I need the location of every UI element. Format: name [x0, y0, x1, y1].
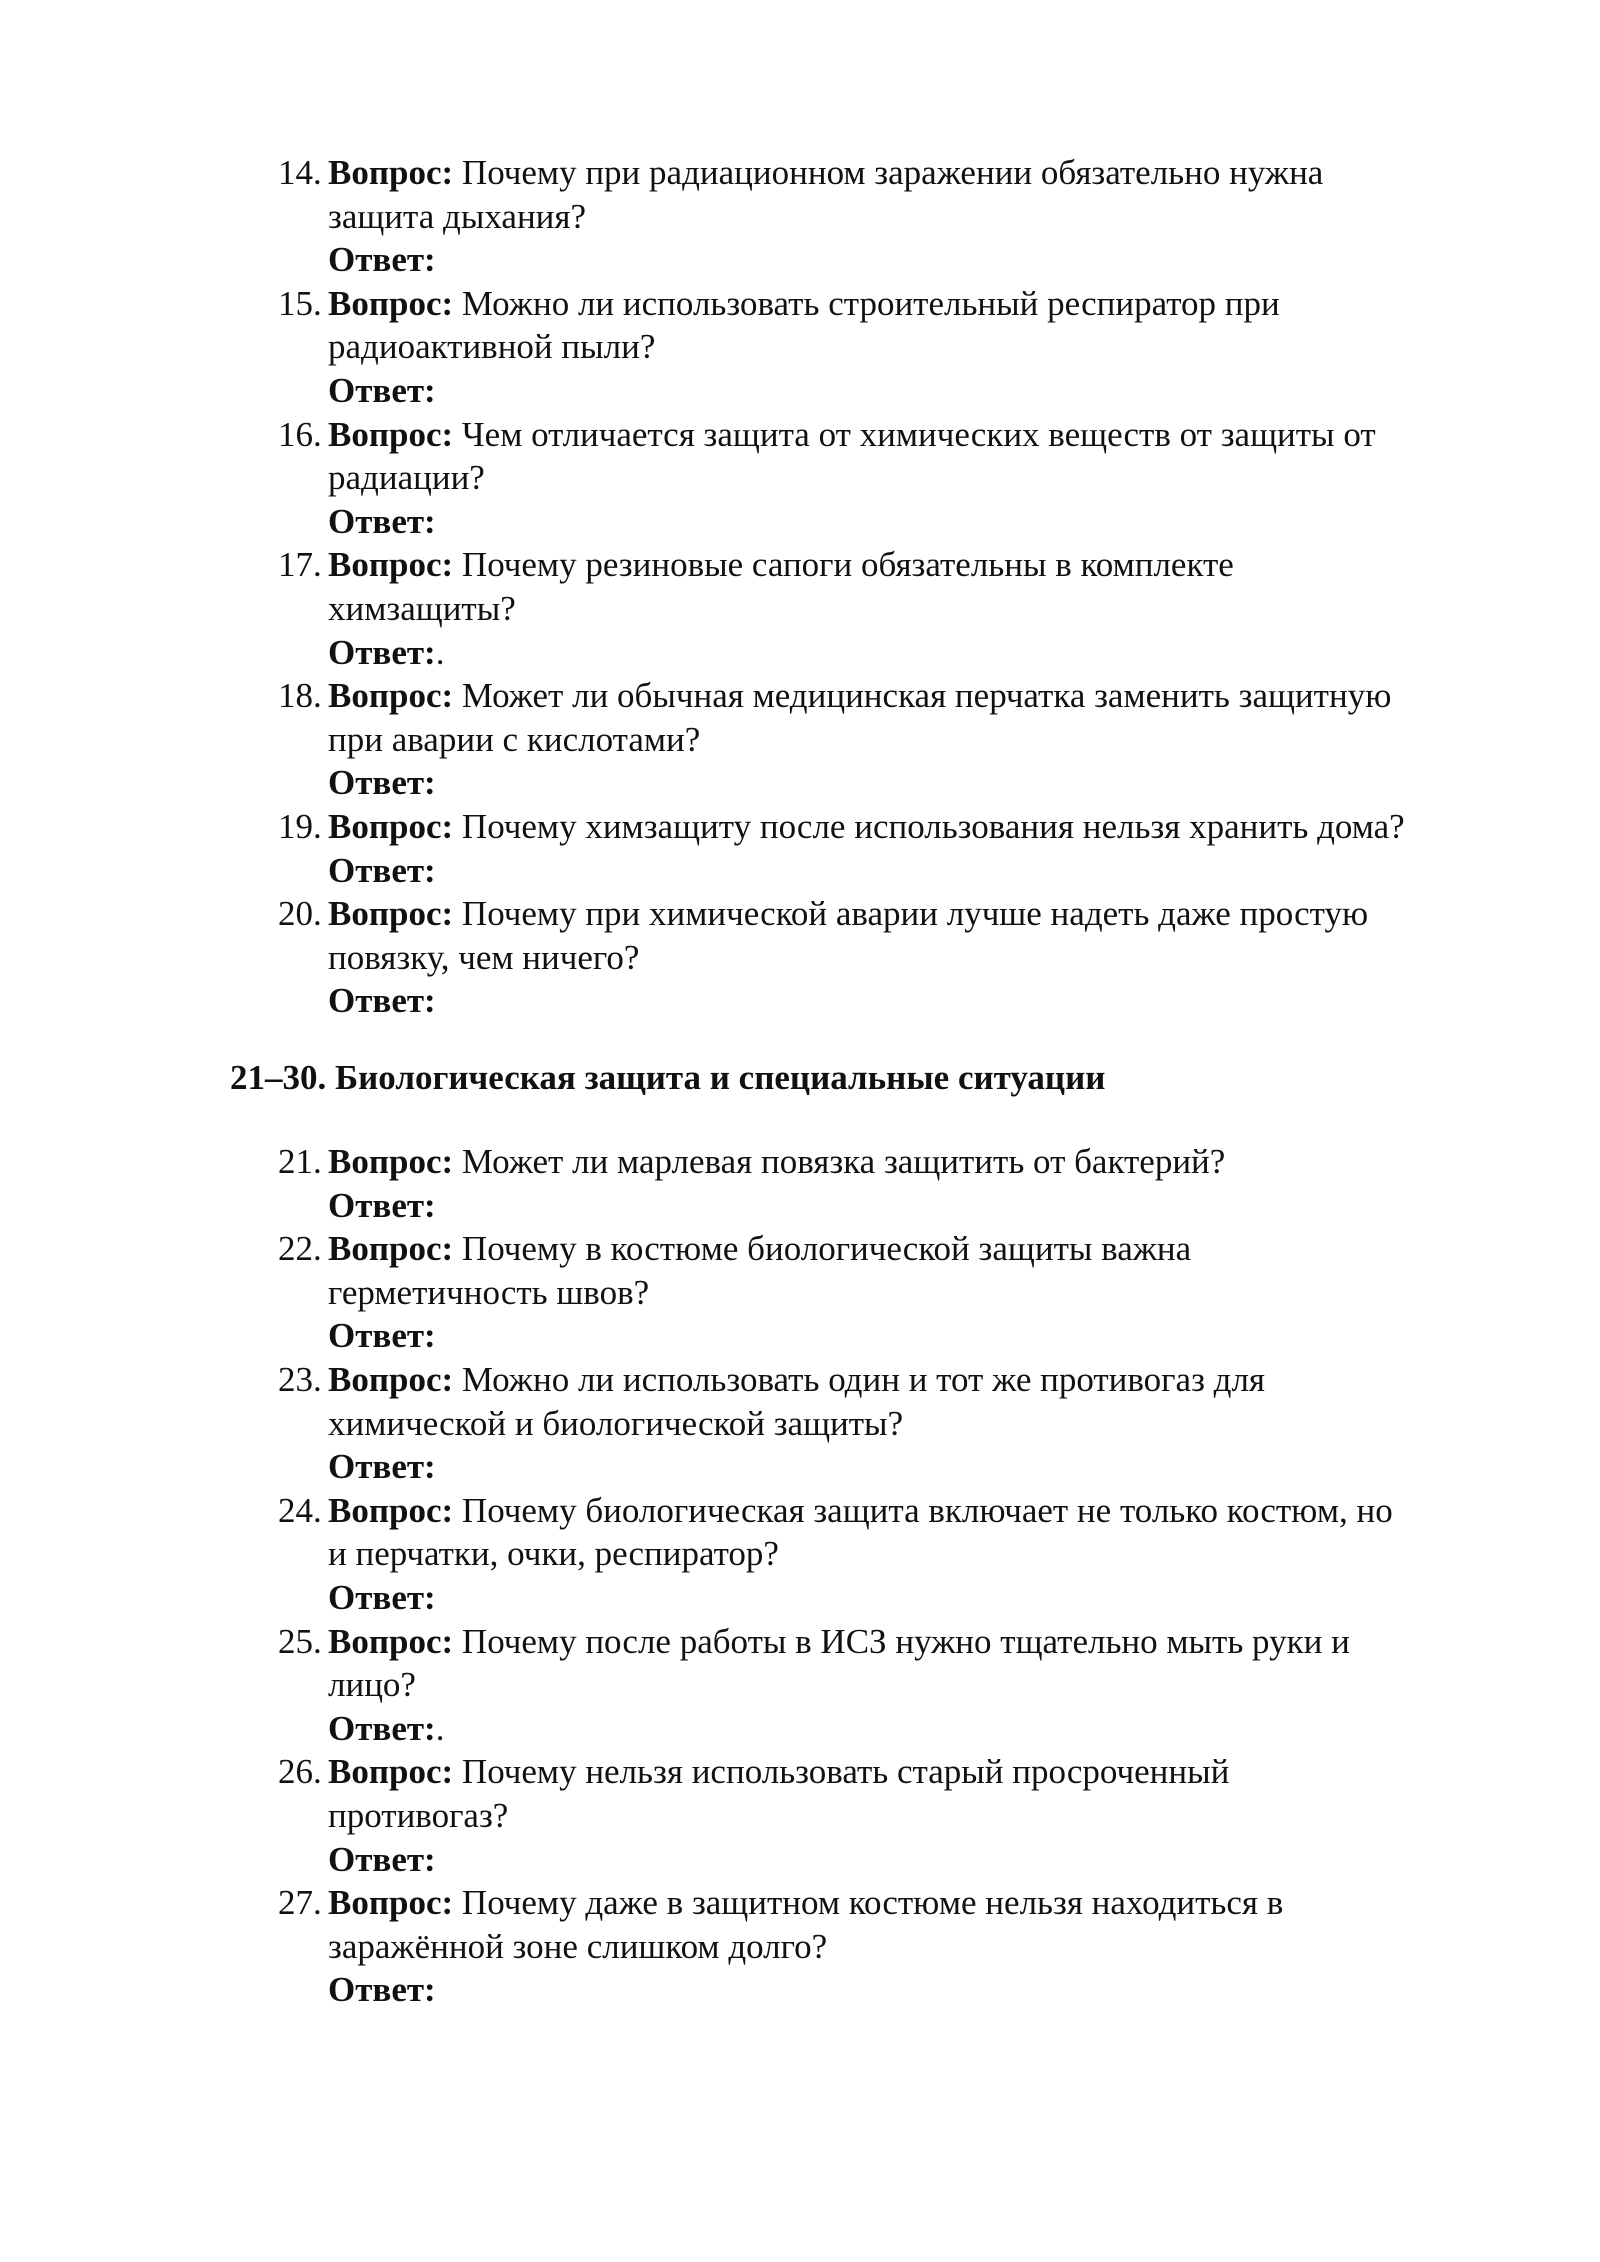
question-line — [328, 1881, 1520, 1925]
question-line — [328, 1140, 1520, 1184]
question-text: Почему после работы в ИСЗ нужно тщательно мыть руки и — [461, 1621, 1350, 1661]
answer-label: Ответ: — [328, 981, 436, 1021]
answer-suffix: . — [435, 632, 445, 672]
answer-line — [328, 631, 1520, 675]
question-item — [230, 151, 1520, 282]
question-text-continued: при аварии с кислотами? — [328, 719, 701, 759]
answer-label: Ответ: — [328, 1316, 436, 1356]
question-number: 24. — [278, 1490, 322, 1530]
answer-line — [328, 761, 1520, 805]
answer-line — [328, 1314, 1520, 1358]
question-text: Может ли марлевая повязка защитить от бактерий? — [461, 1142, 1226, 1181]
answer-label: Ответ: — [328, 1708, 436, 1748]
answer-label: Ответ: — [328, 632, 436, 672]
answer-label: Ответ: — [328, 240, 436, 280]
answer-line — [328, 1968, 1520, 2012]
question-number: 21. — [278, 1142, 322, 1181]
question-line — [328, 413, 1520, 457]
answer-line — [328, 500, 1520, 544]
question-label: Вопрос: — [328, 806, 454, 846]
answer-label: Ответ: — [328, 370, 436, 410]
question-number: 27. — [278, 1883, 322, 1923]
question-line — [328, 1358, 1520, 1402]
question-label: Вопрос: — [328, 1142, 454, 1181]
question-label: Вопрос: — [328, 1883, 454, 1923]
answer-label: Ответ: — [328, 1839, 436, 1879]
question-item — [230, 892, 1520, 1023]
question-text-continued: заражённой зоне слишком долго? — [328, 1926, 828, 1966]
question-text: Можно ли использовать один и тот же противогаз для — [461, 1359, 1266, 1399]
question-text: Может ли обычная медицинская перчатка заменить защитную — [461, 676, 1392, 716]
answer-label: Ответ: — [328, 850, 436, 890]
answer-line — [328, 1184, 1520, 1228]
question-line — [328, 543, 1520, 587]
question-number: 18. — [278, 676, 322, 716]
question-label: Вопрос: — [328, 545, 454, 585]
question-text-continued: повязку, чем ничего? — [328, 937, 640, 977]
question-text-continued: защита дыхания? — [328, 196, 587, 236]
question-text-continued: и перчатки, очки, респиратор? — [328, 1534, 779, 1574]
answer-line — [328, 1445, 1520, 1489]
question-text-continued: химзащиты? — [328, 588, 516, 628]
answer-line — [328, 1707, 1520, 1751]
answer-label: Ответ: — [328, 501, 436, 541]
answer-line — [328, 369, 1520, 413]
question-number: 22. — [278, 1229, 322, 1269]
question-line — [328, 1489, 1520, 1533]
question-text-continued: радиации? — [328, 458, 485, 498]
question-item — [230, 1358, 1520, 1489]
answer-label: Ответ: — [328, 1447, 436, 1487]
question-text: Почему при химической аварии лучше надеть даже простую — [461, 894, 1369, 934]
question-item — [230, 1227, 1520, 1358]
question-item — [230, 805, 1520, 892]
question-item — [230, 413, 1520, 544]
answer-label: Ответ: — [328, 1577, 436, 1617]
question-line — [328, 892, 1520, 936]
question-label: Вопрос: — [328, 153, 454, 192]
question-item — [230, 1620, 1520, 1751]
question-label: Вопрос: — [328, 414, 454, 454]
question-item — [230, 543, 1520, 674]
question-line — [328, 1750, 1520, 1794]
question-number: 19. — [278, 806, 322, 846]
question-label: Вопрос: — [328, 283, 454, 323]
question-line — [328, 1620, 1520, 1664]
question-number: 26. — [278, 1752, 322, 1792]
question-text: Почему нельзя использовать старый просроченный — [461, 1752, 1230, 1792]
section-heading-biological: 21–30. Биологическая защита и специальные ситуации — [230, 1058, 1106, 1097]
answer-suffix: . — [435, 1708, 445, 1748]
question-number: 20. — [278, 894, 322, 934]
question-text-continued: радиоактивной пыли? — [328, 327, 656, 367]
question-text: Почему в костюме биологической защиты важна — [461, 1229, 1192, 1269]
question-number: 16. — [278, 414, 322, 454]
question-item — [230, 1489, 1520, 1620]
question-label: Вопрос: — [328, 1359, 454, 1399]
question-list-radiation-chemical — [230, 151, 1520, 1023]
question-text-continued: лицо? — [328, 1665, 416, 1705]
question-number: 17. — [278, 545, 322, 585]
answer-line — [328, 979, 1520, 1023]
question-text: Почему даже в защитном костюме нельзя находиться в — [461, 1883, 1284, 1923]
question-text-continued: противогаз? — [328, 1795, 509, 1835]
question-label: Вопрос: — [328, 1752, 454, 1792]
question-line — [328, 151, 1520, 195]
question-item — [230, 282, 1520, 413]
question-text: Чем отличается защита от химических веществ от защиты от — [461, 414, 1376, 454]
question-text: Почему при радиационном заражении обязательно нужна — [461, 153, 1324, 192]
question-number: 25. — [278, 1621, 322, 1661]
question-text: Почему биологическая защита включает не только костюм, но — [461, 1490, 1393, 1530]
question-line — [328, 1227, 1520, 1271]
answer-line — [328, 1576, 1520, 1620]
question-text: Почему резиновые сапоги обязательны в комплекте — [461, 545, 1234, 585]
question-label: Вопрос: — [328, 1229, 454, 1269]
question-line — [328, 674, 1520, 718]
question-text: Почему химзащиту после использования нельзя хранить дома? — [461, 806, 1405, 846]
question-text: Можно ли использовать строительный респиратор при — [461, 283, 1280, 323]
question-number: 15. — [278, 283, 322, 323]
answer-label: Ответ: — [328, 1185, 436, 1225]
question-item — [230, 674, 1520, 805]
answer-label: Ответ: — [328, 763, 436, 803]
question-label: Вопрос: — [328, 1490, 454, 1530]
question-item — [230, 1140, 1520, 1227]
answer-line — [328, 849, 1520, 893]
question-item — [230, 1750, 1520, 1881]
question-number: 23. — [278, 1359, 322, 1399]
question-line — [328, 282, 1520, 326]
answer-line — [328, 238, 1520, 282]
question-label: Вопрос: — [328, 894, 454, 934]
answer-line — [328, 1838, 1520, 1882]
question-label: Вопрос: — [328, 676, 454, 716]
question-text-continued: химической и биологической защиты? — [328, 1403, 904, 1443]
question-line — [328, 805, 1520, 849]
answer-label: Ответ: — [328, 1970, 436, 2010]
question-text-continued: герметичность швов? — [328, 1272, 650, 1312]
question-number: 14. — [278, 153, 322, 192]
question-list-biological — [230, 1140, 1520, 2012]
question-item — [230, 1881, 1520, 2012]
question-label: Вопрос: — [328, 1621, 454, 1661]
